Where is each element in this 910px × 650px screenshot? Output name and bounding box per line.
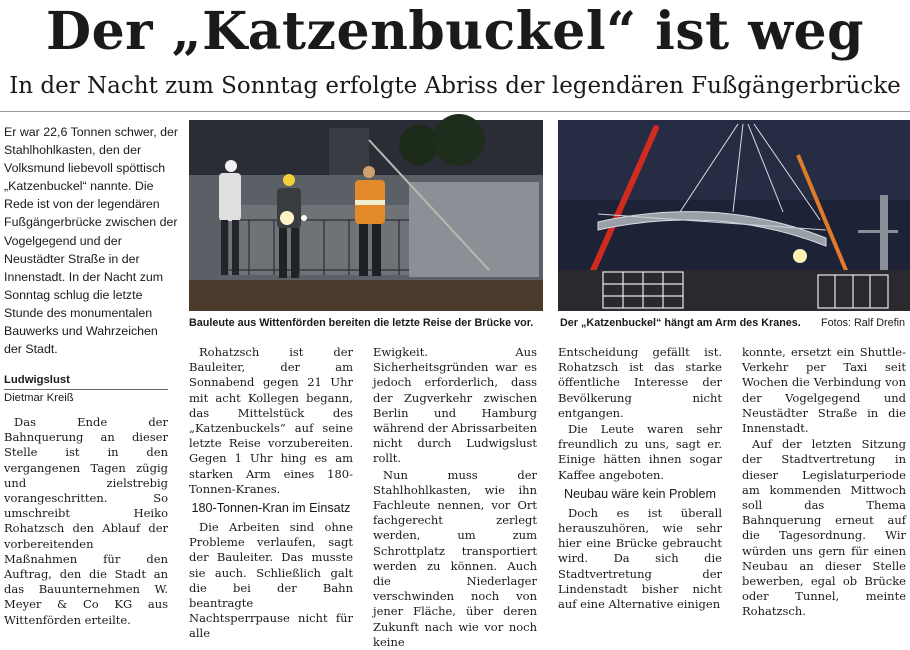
paragraph: Ewigkeit. Aus Sicherheitsgründen war es jedoch erforderlich, dass der Zugverkehr zwischen Berlin und Hamburg während der Abrissarbeiten nicht durch Ludwigslust rollt. bbox=[373, 345, 537, 466]
photo-workers-image bbox=[189, 120, 543, 311]
photo-bridge-crane bbox=[558, 120, 910, 311]
paragraph: Die Leute waren sehr freundlich zu uns, sagt er. Einige hätten ihnen sogar Kaffee angeboten. bbox=[558, 422, 722, 482]
lede-paragraph bbox=[4, 123, 179, 358]
paragraph: konnte, ersetzt ein Shuttle-Verkehr per Taxi seit Wochen die Verbindung von der Vogelgegend und Neustädter Straße in die Innenstadt. bbox=[742, 345, 906, 436]
subheadline: In der Nacht zum Sonntag erfolgte Abriss der legendären Fußgängerbrücke bbox=[9, 73, 901, 99]
dateline: Ludwigslust bbox=[4, 372, 168, 390]
article-column-2 bbox=[189, 345, 353, 641]
author: Dietmar Kreiß bbox=[4, 392, 74, 404]
paragraph: Auf der letzten Sitzung der Stadtvertretung in dieser Legislaturperiode am kommenden Mittwoch soll das Thema Bahnquerung erneut auf die Tagesordnung. Wir würden uns gern für einen Neubau an dieser Stelle bewerben, egal ob Brücke oder Tunnel, meinte Rohatzsch. bbox=[742, 437, 906, 619]
paragraph: Entscheidung gefällt ist. Rohatzsch ist das starke öffentliche Interesse der Bevölkerung nicht entgangen. bbox=[558, 345, 722, 420]
article-column-4 bbox=[558, 345, 722, 612]
paragraph: Doch es ist überall herauszuhören, wie sehr hier eine Brücke gebraucht wird. Da sich die Stadtvertretung der Lindenstadt bisher nicht auf eine Alternative einigen bbox=[558, 505, 722, 612]
photo-credit: Fotos: Ralf Drefin bbox=[821, 317, 906, 329]
photo-workers bbox=[189, 120, 543, 311]
photo-bridge-crane-image bbox=[558, 120, 910, 311]
article-column-1 bbox=[4, 372, 168, 627]
lede-text: Er war 22,6 Tonnen schwer, der Stahlhohlkasten, den der Volksmund liebevoll spöttisch „Katzenbuckel“ nannte. Die Rede ist von der legendären Fußgängerbrücke zwischen der Vogelgegend und der Neustädter Straße in der Innenstadt. In der Nacht zum Sonntag schlug die letzte Stunde des monumentalen Bauwerks und Wahrzeichen der Stadt. bbox=[4, 125, 179, 357]
article-column-5 bbox=[742, 345, 906, 619]
subheading: Neubau wäre kein Problem bbox=[564, 486, 716, 501]
photo-bridge-caption: Der „Katzenbuckel“ hängt am Arm des Kranes. bbox=[560, 317, 801, 329]
subheading: 180-Tonnen-Kran im Einsatz bbox=[191, 501, 351, 516]
headline: Der „Katzenbuckel“ ist weg bbox=[46, 1, 864, 62]
header-divider bbox=[0, 111, 910, 112]
photo-workers-caption: Bauleute aus Wittenförden bereiten die letzte Reise der Brücke vor. bbox=[189, 317, 534, 329]
paragraph: Nun muss der Stahlhohlkasten, wie ihn Fachleute nennen, vor Ort fachgerecht zerlegt werden, um zum Schrottplatz transportiert werden zu können. Auch die Niederlager verschwinden noch von jener Fläche, über deren Zukunft nach wie vor noch keine bbox=[373, 467, 537, 649]
paragraph: Das Ende der Bahnquerung an dieser Stelle ist in den vergangenen Tagen zügig und zielstrebig vorangeschritten. So umschreibt Heiko Rohatzsch den Ablauf der vorbereitenden Maßnahmen für den Auftrag, den die Stadt an das Bauunternehmen W. Meyer & Co KG aus Wittenförden erteilte. bbox=[4, 415, 168, 627]
article-column-3 bbox=[373, 345, 537, 649]
paragraph: Die Arbeiten sind ohne Probleme verlaufen, sagt der Bauleiter. Das musste sie auch. Schließlich galt die bei der Bahn beantragte Nachtsperrpause nicht für alle bbox=[189, 520, 353, 641]
paragraph: Rohatzsch ist der Bauleiter, der am Sonnabend gegen 21 Uhr mit acht Kollegen begann, das Mittelstück des „Katzenbuckels“ auf seine letzte Reise vorzubereiten. Gegen 1 Uhr hing es am starken Arm eines 180-Tonnen-Kranes. bbox=[189, 345, 353, 496]
